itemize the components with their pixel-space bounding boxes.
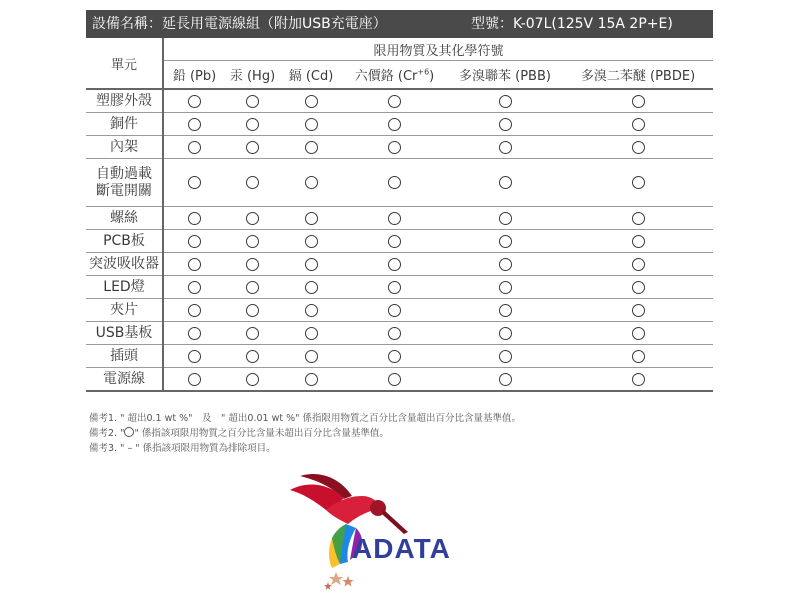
brand-name: ADATA: [352, 533, 451, 564]
part-name: 突波吸收器: [86, 253, 163, 276]
part-name: 銅件: [86, 113, 163, 136]
circle-icon: [499, 95, 512, 108]
table-row: [86, 207, 713, 230]
table-row: [86, 89, 713, 113]
circle-icon: [246, 95, 259, 108]
group-header: 限用物質及其化學符號: [163, 38, 713, 61]
circle-icon: [499, 281, 512, 294]
circle-icon: [388, 176, 401, 189]
circle-icon: [246, 327, 259, 340]
substance-lead: 鉛 (Pb): [163, 61, 225, 90]
circle-icon: [388, 373, 401, 386]
table-row: [86, 113, 713, 136]
circle-icon: [305, 373, 318, 386]
circle-icon: [246, 281, 259, 294]
circle-icon: [305, 281, 318, 294]
part-name: LED燈: [86, 276, 163, 299]
chromium-superscript: +6: [417, 67, 430, 77]
circle-icon: [305, 304, 318, 317]
part-name: 電源線: [86, 368, 163, 392]
circle-icon: [388, 235, 401, 248]
note-1: 備考1. " 超出0.1 wt %" 及 " 超出0.01 wt %" 係指限用物質之百分比含量超出百分比含量基準值。: [89, 413, 522, 424]
circle-icon: [388, 327, 401, 340]
circle-icon: [188, 281, 201, 294]
circle-icon: [499, 304, 512, 317]
circle-icon: [632, 235, 645, 248]
circle-icon: [499, 327, 512, 340]
circle-icon: [632, 350, 645, 363]
circle-icon: [188, 304, 201, 317]
circle-icon: [632, 212, 645, 225]
circle-icon: [305, 235, 318, 248]
substance-mercury: 汞 (Hg): [225, 61, 280, 90]
circle-icon: [305, 176, 318, 189]
circle-icon: [632, 118, 645, 131]
circle-icon: [632, 281, 645, 294]
circle-icon: [632, 327, 645, 340]
circle-icon: [188, 141, 201, 154]
header-bar: [86, 10, 713, 38]
circle-icon: [188, 95, 201, 108]
circle-icon: [305, 141, 318, 154]
part-name: 螺絲: [86, 207, 163, 230]
circle-icon: [246, 141, 259, 154]
part-name: 內架: [86, 136, 163, 159]
circle-icon: [499, 118, 512, 131]
table-row: [86, 276, 713, 299]
unit-header: 單元: [86, 38, 163, 89]
circle-icon: [305, 95, 318, 108]
circle-icon: [246, 373, 259, 386]
part-name-line1: 自動過載: [96, 165, 152, 182]
circle-icon: [246, 212, 259, 225]
circle-icon: [632, 176, 645, 189]
circle-icon: [499, 258, 512, 271]
circle-icon: [246, 118, 259, 131]
circle-icon: [188, 176, 201, 189]
circle-icon: [388, 258, 401, 271]
circle-icon: [124, 427, 134, 437]
circle-icon: [246, 176, 259, 189]
circle-icon: [632, 141, 645, 154]
table-row: [86, 345, 713, 368]
circle-icon: [188, 350, 201, 363]
part-name: 夾片: [86, 299, 163, 322]
note-2: [89, 426, 521, 441]
circle-icon: [246, 304, 259, 317]
circle-icon: [246, 235, 259, 248]
circle-icon: [388, 304, 401, 317]
table-row: [86, 253, 713, 276]
circle-icon: [188, 373, 201, 386]
substance-pbde: 多溴二苯醚 (PBDE): [563, 61, 713, 90]
circle-icon: [499, 350, 512, 363]
table-row: [86, 230, 713, 253]
circle-icon: [188, 235, 201, 248]
circle-icon: [305, 212, 318, 225]
circle-icon: [246, 350, 259, 363]
footnotes: [89, 411, 521, 456]
part-name: [86, 159, 163, 207]
circle-icon: [632, 95, 645, 108]
hummingbird-logo-icon: [286, 468, 506, 593]
chromium-suffix: ): [429, 69, 435, 84]
table-row: [86, 136, 713, 159]
rohs-table: [86, 38, 713, 392]
note-2-prefix: 備考2. ": [89, 428, 125, 439]
table-row: [86, 299, 713, 322]
circle-icon: [388, 212, 401, 225]
circle-icon: [305, 118, 318, 131]
circle-icon: [305, 258, 318, 271]
substance-pbb: 多溴聯苯 (PBB): [447, 61, 563, 90]
table-row: [86, 159, 713, 207]
circle-icon: [188, 327, 201, 340]
device-name: 設備名稱：延長用電源線組（附加USB充電座）: [92, 16, 387, 32]
circle-icon: [388, 350, 401, 363]
circle-icon: [388, 141, 401, 154]
circle-icon: [388, 95, 401, 108]
circle-icon: [188, 212, 201, 225]
circle-icon: [246, 258, 259, 271]
substance-chromium-label: 六價鉻 (Cr: [354, 69, 418, 84]
part-name: 塑膠外殼: [86, 89, 163, 113]
circle-icon: [632, 258, 645, 271]
part-name-line2: 斷電開關: [96, 182, 152, 199]
circle-icon: [305, 327, 318, 340]
substance-chromium: [342, 61, 447, 90]
model-number: 型號：K-07L(125V 15A 2P+E): [471, 16, 673, 32]
circle-icon: [499, 373, 512, 386]
part-name: USB基板: [86, 322, 163, 345]
note-2-suffix: " 係指該項限用物質之百分比含量未超出百分比含量基準值。: [134, 428, 389, 439]
part-name: 插頭: [86, 345, 163, 368]
circle-icon: [632, 373, 645, 386]
table-row: [86, 368, 713, 392]
circle-icon: [499, 235, 512, 248]
circle-icon: [388, 281, 401, 294]
substance-cadmium: 鎘 (Cd): [280, 61, 342, 90]
circle-icon: [499, 141, 512, 154]
circle-icon: [632, 304, 645, 317]
circle-icon: [305, 350, 318, 363]
note-3: 備考3. " – " 係指該項限用物質為排除項目。: [89, 443, 276, 454]
part-name: PCB板: [86, 230, 163, 253]
circle-icon: [388, 118, 401, 131]
circle-icon: [188, 258, 201, 271]
circle-icon: [188, 118, 201, 131]
table-row: [86, 322, 713, 345]
circle-icon: [499, 212, 512, 225]
circle-icon: [499, 176, 512, 189]
